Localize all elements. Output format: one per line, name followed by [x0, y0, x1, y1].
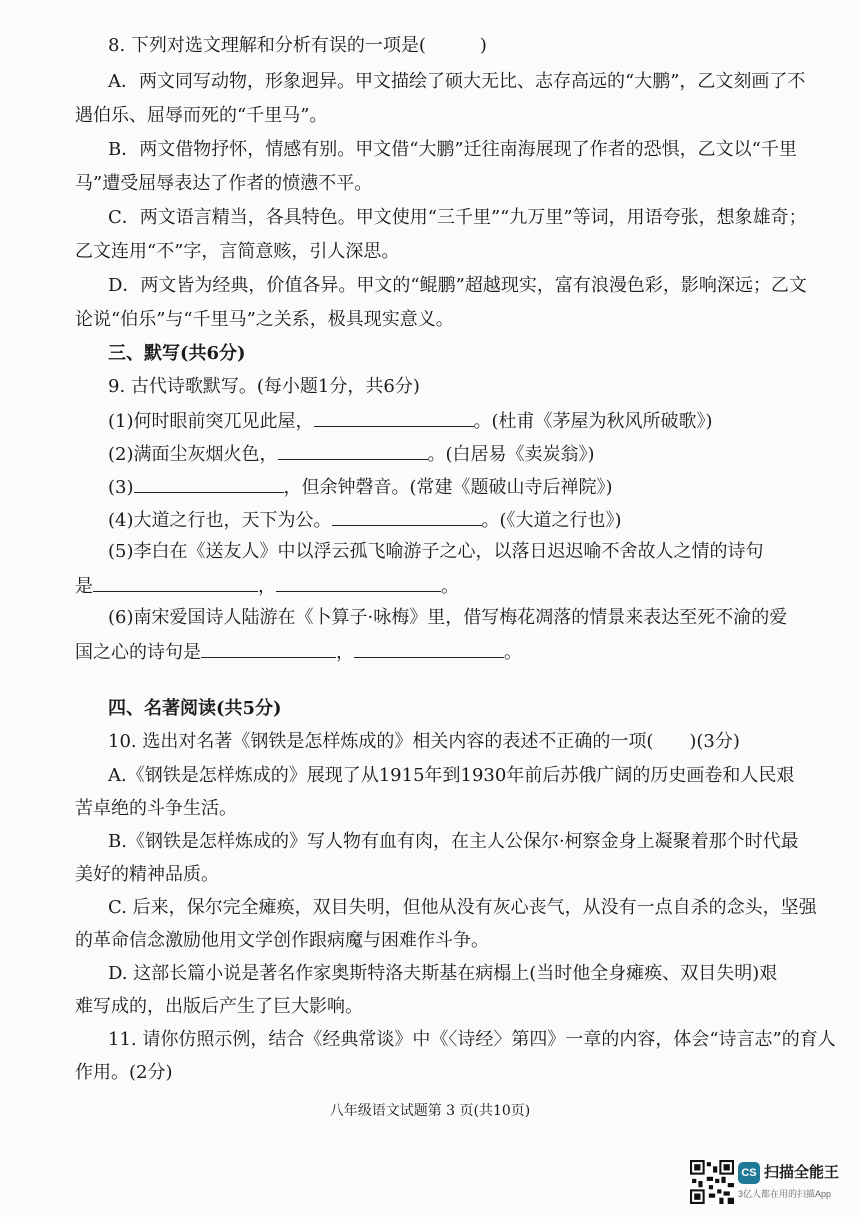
scanner-watermark [690, 1160, 860, 1206]
page-footer: 八年级语文试题第 3 页(共10页) [329, 1103, 531, 1119]
section-title-dictation: 三、默写(共6分) [108, 343, 246, 364]
q8-option-a-cont: 遇伯乐、屈辱而死的“千里马”。 [75, 105, 328, 126]
q9-item-3: (3) ，但余钟磬音。(常建《题破山寺后禅院》) [108, 474, 860, 500]
section-title-classics-reading: 四、名著阅读(共5分) [108, 698, 282, 719]
camscanner-logo-icon: CS [738, 1162, 760, 1184]
q8-option-b-cont: 马”遭受屈辱表达了作者的愤懑不平。 [75, 173, 373, 194]
q8-stem: 8. 下列对选文理解和分析有误的一项是( ) [108, 35, 487, 56]
q8-option-c: C．两文语言精当，各具特色。甲文使用“三千里”“九万里”等词，用语夸张，想象雄奇； [108, 207, 807, 228]
q9-item-4: (4)大道之行也，天下为公。 。(《大道之行也》) [108, 507, 860, 533]
q10-option-b-cont: 美好的精神品质。 [75, 864, 219, 885]
answer-blank[interactable] [332, 507, 482, 526]
q9-item-2: (2)满面尘灰烟火色， 。(白居易《卖炭翁》) [108, 441, 860, 467]
q9-item-5: (5)李白在《送友人》中以浮云孤飞喻游子之心，以落日迟迟喻不舍故人之情的诗句 [108, 541, 764, 562]
q10-option-c: C. 后来，保尔完全瘫痪，双目失明，但他从没有灰心丧气，从没有一点自杀的念头，坚强 [108, 897, 817, 918]
q8-option-d: D．两文皆为经典，价值各异。甲文的“鲲鹏”超越现实，富有浪漫色彩，影响深远；乙文 [108, 275, 807, 296]
q10-stem: 10. 选出对名著《钢铁是怎样炼成的》相关内容的表述不正确的一项( )(3分) [108, 731, 740, 752]
scanner-tagline: 3亿人都在用的扫描App [738, 1189, 832, 1199]
q10-option-a: A.《钢铁是怎样炼成的》展现了从1915年到1930年前后苏俄广阔的历史画卷和人民艰 [108, 765, 795, 786]
scanner-brand-name: 扫描全能王 [764, 1164, 840, 1181]
q10-option-d: D. 这部长篇小说是著名作家奥斯特洛夫斯基在病榻上(当时他全身瘫痪、双目失明)艰 [108, 963, 778, 984]
q11-stem-cont: 作用。(2分) [75, 1062, 173, 1083]
q8-option-c-cont: 乙文连用“不”字，言简意赅，引人深思。 [75, 241, 400, 262]
q9-item-1: (1)何时眼前突兀见此屋， 。(杜甫《茅屋为秋风所破歌》) [108, 408, 860, 434]
answer-blank[interactable] [201, 639, 336, 658]
q9-item-6: (6)南宋爱国诗人陆游在《卜算子·咏梅》里，借写梅花凋落的情景来表达至死不渝的爱 [108, 607, 788, 628]
q10-option-b: B.《钢铁是怎样炼成的》写人物有血有肉，在主人公保尔·柯察金身上凝聚着那个时代最 [108, 831, 799, 852]
q10-option-a-cont: 苦卓绝的斗争生活。 [75, 798, 237, 819]
q9-item-6-cont: 国之心的诗句是 ， 。 [75, 639, 860, 665]
answer-blank[interactable] [93, 573, 258, 592]
answer-blank[interactable] [134, 474, 284, 493]
q8-option-a: A．两文同写动物，形象迥异。甲文描绘了硕大无比、志存高远的“大鹏”，乙文刻画了不 [108, 71, 806, 92]
q8-option-d-cont: 论说“伯乐”与“千里马”之关系，极具现实意义。 [75, 309, 454, 330]
q9-stem: 9. 古代诗歌默写。(每小题1分，共6分) [108, 376, 420, 397]
q10-option-c-cont: 的革命信念激励他用文学创作跟病魔与困难作斗争。 [75, 930, 489, 951]
q10-option-d-cont: 难写成的，出版后产生了巨大影响。 [75, 996, 363, 1017]
q9-item-5-cont: 是 ， 。 [75, 573, 860, 599]
answer-blank[interactable] [314, 408, 474, 427]
q8-option-b: B．两文借物抒怀，情感有别。甲文借“大鹏”迁往南海展现了作者的恐惧，乙文以“千里 [108, 139, 797, 160]
answer-blank[interactable] [354, 639, 504, 658]
answer-blank[interactable] [278, 441, 428, 460]
q11-stem: 11. 请你仿照示例，结合《经典常谈》中《〈诗经〉第四》一章的内容，体会“诗言志”的育人 [108, 1029, 836, 1050]
qr-code-icon [690, 1160, 734, 1204]
answer-blank[interactable] [276, 573, 441, 592]
